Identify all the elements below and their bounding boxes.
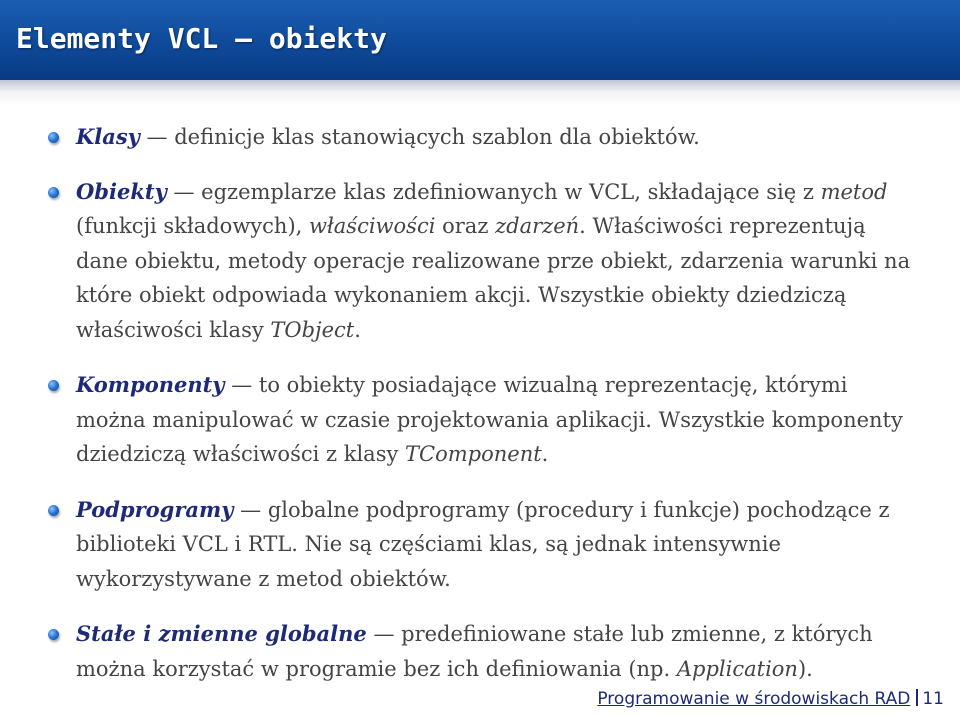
italic-term: właściwości	[309, 214, 436, 238]
title-bar-shadow	[0, 80, 960, 106]
em-dash: —	[233, 497, 268, 522]
definition-text: predefiniowane stałe lub zmienne, z których można korzystać w programie bez ich definiowania (np.	[76, 622, 873, 681]
definition-text: definicje klas stanowiących szablon dla obiektów.	[174, 125, 700, 149]
em-dash: —	[224, 373, 259, 397]
bullet-icon	[48, 505, 59, 516]
bullet-podprogramy	[0, 493, 960, 597]
bullet-obiekty	[0, 175, 960, 348]
definition-text: oraz	[435, 214, 496, 238]
definition-text: ).	[797, 656, 813, 681]
bullet-komponenty	[0, 368, 960, 472]
footer-separator	[916, 689, 918, 706]
definition-text: . Właściwości reprezentują dane obiektu, metody operacje realizowane prze obiekt, zdarzenia warunki na które obiekt odpowiada wykonaniem akcji. Wszystkie obiekty dziedziczą właściwości klasy	[76, 214, 911, 342]
italic-term: Application	[676, 656, 798, 681]
title-bar	[0, 0, 960, 80]
em-dash: —	[139, 125, 175, 149]
slide-footer	[597, 689, 944, 709]
term-komponenty: Komponenty	[76, 372, 225, 397]
bullet-icon	[48, 629, 59, 640]
term-stale-zmienne: Stałe i zmienne globalne	[76, 621, 367, 646]
bullet-icon	[48, 132, 59, 143]
italic-term: zdarzeń	[495, 214, 580, 238]
term-podprogramy: Podprogramy	[76, 496, 234, 522]
slide-title: Elementy VCL — obiekty	[16, 22, 387, 55]
bullet-list	[0, 110, 960, 686]
em-dash: —	[366, 622, 402, 646]
italic-term: metod	[820, 179, 888, 204]
definition-text: .	[354, 317, 361, 342]
bullet-klasy	[0, 120, 960, 155]
page-number: 11	[922, 689, 944, 709]
bullet-icon	[48, 187, 59, 198]
term-klasy: Klasy	[76, 124, 140, 149]
definition-text: to obiekty posiadające wizualną reprezentację, którymi można manipulować w czasie projektowania aplikacji. Wszystkie komponenty dziedziczą właściwości z klasy	[76, 373, 903, 466]
course-name: Programowanie w środowiskach RAD	[597, 689, 911, 709]
term-obiekty: Obiekty	[76, 178, 167, 204]
italic-term: TObject	[270, 317, 355, 342]
definition-text: .	[541, 442, 549, 466]
definition-text: (funkcji składowych),	[76, 214, 309, 238]
italic-term: TComponent	[405, 442, 542, 466]
definition-text: globalne podprogramy (procedury i funkcje) pochodzące z biblioteki VCL i RTL. Nie są częściami klas, są jednak intensywnie wykorzystywane z metod obiektów.	[76, 497, 890, 591]
bullet-stale-zmienne	[0, 617, 960, 686]
em-dash: —	[166, 179, 202, 204]
definition-text: egzemplarze klas zdefiniowanych w VCL, składające się z	[201, 179, 821, 204]
bullet-icon	[48, 380, 59, 391]
